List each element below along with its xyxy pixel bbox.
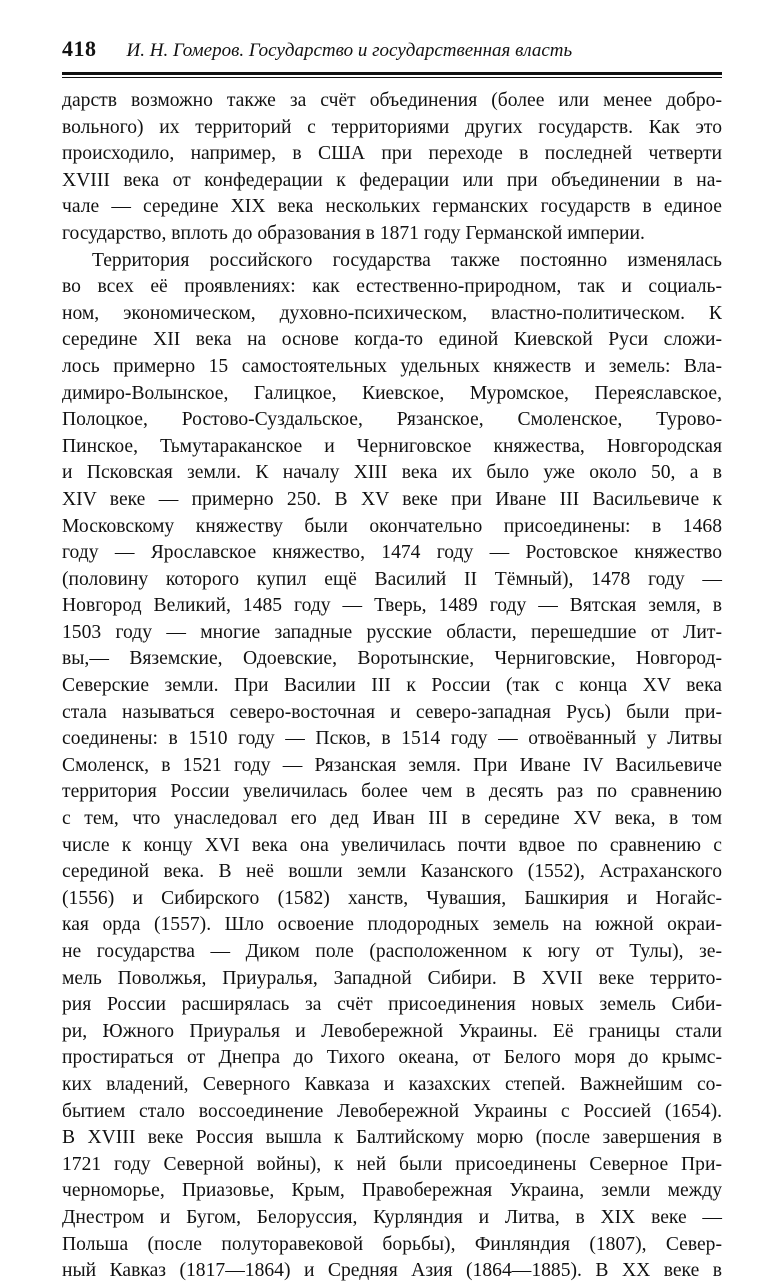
text-line: Смоленск, в 1521 году — Рязанская земля. При Иване IV Васильевиче [62, 754, 722, 776]
text-line: 1503 году — многие западные русские области, перешедшие от Лит- [62, 621, 722, 643]
text-line: во всех её проявлениях: как естественно-природном, так и социаль- [62, 276, 722, 298]
text-line: середине XII века на основе когда-то единой Киевской Руси сложи- [62, 329, 722, 351]
text-line: Московскому княжеству были окончательно присоединены: в 1468 [62, 515, 722, 537]
text-line: вольного) их территорий с территориями других государств. Как это [62, 116, 722, 138]
text-line: стала называться северо-восточная и северо-западная Русь) были при- [62, 701, 722, 723]
text-line: не государства — Диком поле (расположенном к югу от Тулы), зе- [62, 941, 722, 962]
page-header [62, 36, 722, 66]
text-line: дарств возможно также за счёт объединения (более или менее добро- [62, 90, 722, 111]
text-line: с тем, что унаследовал его дед Иван III в середине XV века, в том [62, 808, 722, 830]
text-line: Северские земли. При Василии III к России (так с конца XV века [62, 675, 722, 697]
text-line: Польша (после полуторавековой борьбы), Финляндия (1807), Север- [62, 1233, 722, 1255]
text-line: соединены: в 1510 году — Псков, в 1514 году — отвоёванный у Литвы [62, 728, 722, 750]
text-line: Пинское, Тьмутараканское и Черниговское княжества, Новгородская [62, 435, 722, 457]
text-line: происходило, например, в США при переходе в последней четверти [62, 143, 722, 165]
header-rule-thick [62, 72, 722, 75]
text-line: бытием стало воссоединение Левобережной Украины с Россией (1654). [62, 1100, 722, 1122]
running-head: И. Н. Гомеров. Государство и государственная власть [126, 40, 573, 61]
text-line: числе к концу XVI века она увеличилась почти вдвое по сравнению с [62, 834, 722, 856]
text-line: ри, Южного Приуралья и Левобережной Украины. Её границы стали [62, 1020, 722, 1042]
text-line: черноморье, Приазовье, Крым, Правобережная Украина, земли между [62, 1180, 722, 1202]
header-rule-thin [62, 77, 722, 78]
text-line: рия России расширялась за счёт присоединения новых земель Сиби- [62, 994, 722, 1016]
text-line: вы,— Вяземские, Одоевские, Воротынские, Черниговские, Новгород- [62, 648, 722, 670]
text-line: В XVIII веке Россия вышла к Балтийскому морю (после завершения в [62, 1127, 722, 1149]
text-line: кая орда (1557). Шло освоение плодородных земель на южной окраи- [62, 914, 722, 936]
text-line: и Псковская земли. К началу XIII века их было уже около 50, а в [62, 462, 722, 484]
text-line: (половину которого купил ещё Василий II Тёмный), 1478 году — [62, 568, 722, 590]
text-line: чале — середине XIX века нескольких германских государств в единое [62, 196, 722, 218]
text-line: ный Кавказ (1817—1864) и Средняя Азия (1864—1885). В XX веке в [62, 1260, 722, 1282]
text-line: Территория российского государства также постоянно изменялась [92, 249, 722, 271]
text-line: территория России увеличилась более чем в десять раз по сравнению [62, 781, 722, 803]
page-number: 418 [62, 36, 97, 61]
text-line: простираться от Днепра до Тихого океана, от Белого моря до крымс- [62, 1047, 722, 1069]
text-line: Новгород Великий, 1485 году — Тверь, 1489 году — Вятская земля, в [62, 595, 722, 617]
text-line: 1721 году Северной войны), к ней были присоединены Северное При- [62, 1153, 722, 1175]
text-line: XVIII века от конфедерации к федерации или при объединении в на- [62, 169, 722, 191]
text-line: (1556) и Сибирского (1582) ханств, Чувашия, Башкирия и Ногайс- [62, 887, 722, 909]
text-line: Полоцкое, Ростово-Суздальское, Рязанское, Смоленское, Турово- [62, 409, 722, 431]
text-line: Днестром и Бугом, Белоруссия, Курляндия и Литва, в XIX веке — [62, 1206, 722, 1228]
text-line: ких владений, Северного Кавказа и казахских степей. Важнейшим со- [62, 1073, 722, 1095]
text-line: государство, вплоть до образования в 1871 году Германской империи. [62, 222, 645, 244]
text-line: лось примерно 15 самостоятельных удельных княжеств и земель: Вла- [62, 355, 722, 377]
text-line: XIV веке — примерно 250. В XV веке при Иване III Васильевиче к [62, 488, 722, 510]
text-line: димиро-Волынское, Галицкое, Киевское, Муромское, Переяславское, [62, 382, 722, 404]
text-line: году — Ярославское княжество, 1474 году — Ростовское княжество [62, 542, 722, 564]
text-line: ном, экономическом, духовно-психическом, властно-политическом. К [62, 302, 722, 324]
body-text [62, 88, 722, 1285]
text-line: мель Поволжья, Приуралья, Западной Сибири. В XVII веке террито- [62, 967, 722, 989]
text-line: серединой века. В неё вошли земли Казанского (1552), Астраханского [62, 861, 722, 883]
